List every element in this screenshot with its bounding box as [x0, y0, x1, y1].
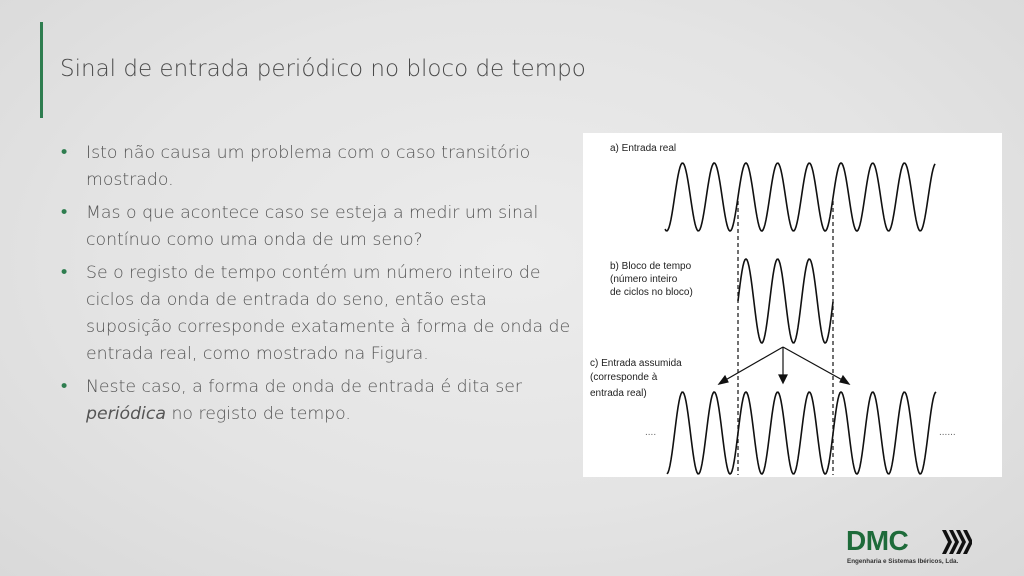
bullet-text: Se o registo de tempo contém um número inteiro de ciclos da onda de entrada do seno, então esta suposição corresponde exatamente à forma de onda de entrada real, como mostrado na Figura.	[86, 263, 571, 364]
bullet-text-post: no registo de tempo.	[165, 404, 351, 424]
bullet-list	[57, 140, 577, 434]
label-time-block-line3: de ciclos no bloco)	[610, 287, 693, 298]
label-assumed-line3: entrada real)	[590, 388, 647, 399]
bullet-dot-icon: •	[59, 143, 70, 163]
logo-wordmark: DMC	[846, 525, 909, 556]
label-assumed-line2: (corresponde à	[590, 372, 658, 383]
bullet-dot-icon: •	[59, 203, 70, 223]
bullet-text-emphasis: periódica	[86, 404, 166, 424]
dmc-logo	[846, 527, 974, 569]
bullet-item	[57, 260, 577, 368]
bullet-item	[57, 140, 577, 194]
bullet-text: Mas o que acontece caso se esteja a medir um sinal contínuo como uma onda de um seno?	[86, 203, 539, 250]
bullet-text-pre: Neste caso, a forma de onda de entrada é dita ser	[86, 377, 522, 397]
wave-time-block	[738, 259, 833, 343]
wave-real-input	[665, 163, 935, 231]
figure-drawing	[583, 133, 1002, 477]
sine-wave-figure	[583, 133, 1002, 477]
bullet-item	[57, 200, 577, 254]
logo-stripes-icon	[942, 530, 972, 554]
bullet-dot-icon: •	[59, 377, 70, 397]
wave-assumed-input	[667, 392, 936, 474]
label-time-block-line1: b) Bloco de tempo	[610, 261, 692, 272]
bullet-text: Isto não causa um problema com o caso transitório mostrado.	[86, 143, 531, 190]
ellipsis-left: ....	[645, 427, 657, 438]
bullet-item	[57, 374, 577, 428]
ellipsis-right: ......	[939, 427, 956, 438]
label-real-input: a) Entrada real	[610, 143, 677, 154]
label-assumed-line1: c) Entrada assumida	[590, 358, 682, 369]
title-accent-bar	[40, 22, 43, 118]
logo-subtitle: Engenharia e Sistemas Ibéricos, Lda.	[847, 558, 959, 565]
slide-title: Sinal de entrada periódico no bloco de tempo	[60, 56, 586, 82]
bullet-dot-icon: •	[59, 263, 70, 283]
label-time-block-line2: (número inteiro	[610, 274, 678, 285]
